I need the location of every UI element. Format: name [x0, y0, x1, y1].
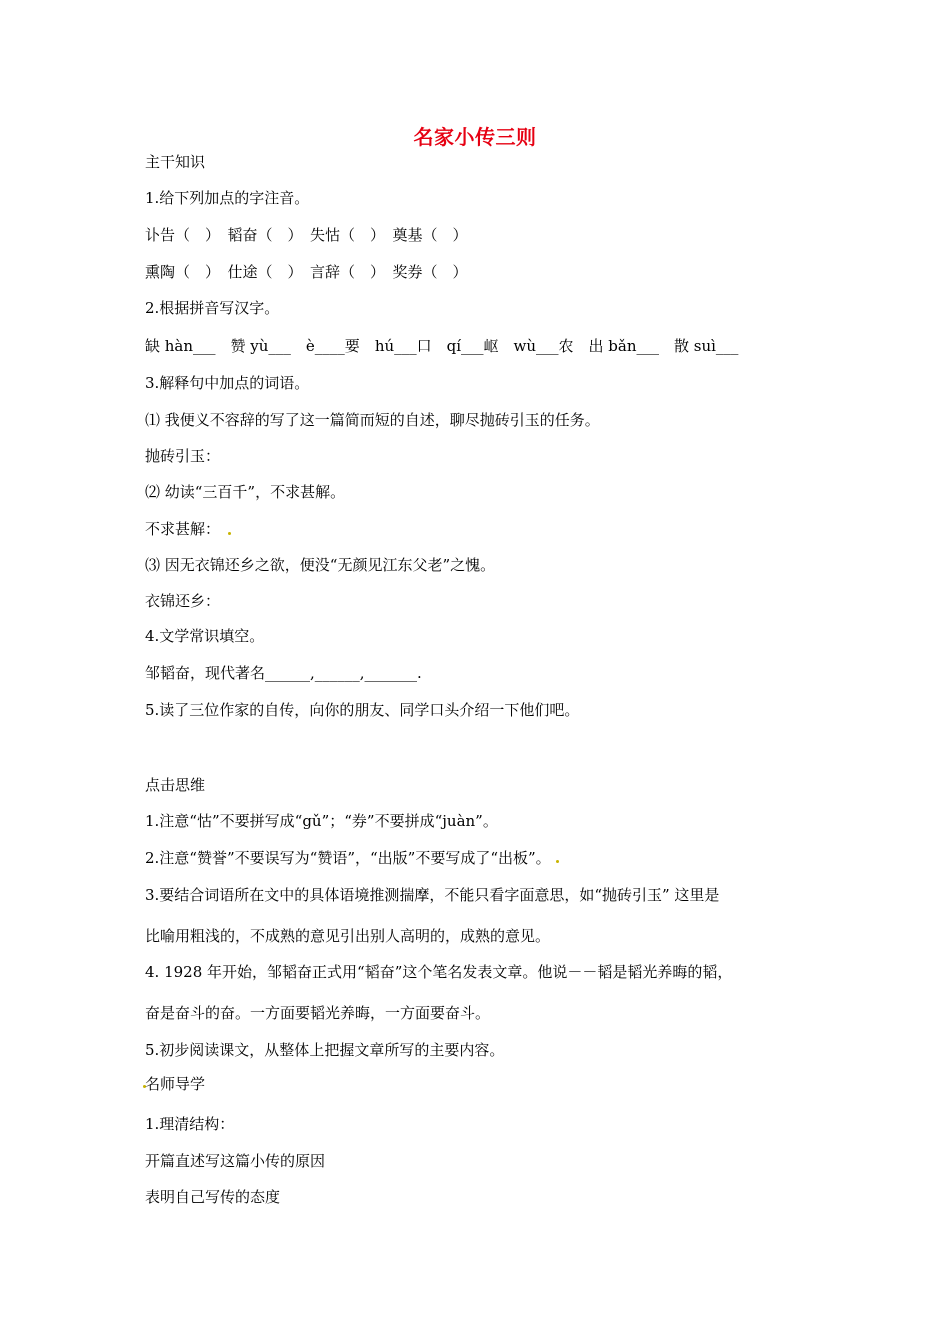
question-3-answer-2: 不求甚解： [145, 520, 221, 538]
section-heading-dianji: 点击思维 [145, 776, 206, 794]
guide-2: 开篇直述写这篇小传的原因 [145, 1152, 326, 1170]
guide-3: 表明自己写传的态度 [145, 1188, 281, 1206]
tip-2: 2.注意“赞誉”不要误写为“赞语”，“出版”不要写成了“出板”。 [145, 849, 551, 867]
question-4-row: 邹韬奋，现代著名______,______,_______. [145, 664, 422, 682]
emphasis-dot-mark [556, 860, 559, 863]
question-1-row-1: 讣告（ ） 韬奋（ ） 失怙（ ） 奠基（ ） [145, 226, 468, 244]
question-1-row-2: 熏陶（ ） 仕途（ ） 言辞（ ） 奖券（ ） [145, 263, 468, 281]
tip-1: 1.注意“怙”不要拼写成“gǔ”；“券”不要拼成“juàn”。 [145, 812, 498, 830]
tip-5: 5.初步阅读课文，从整体上把握文章所写的主要内容。 [145, 1041, 505, 1059]
question-3-answer-1: 抛砖引玉： [145, 447, 221, 465]
section-heading-zhugan: 主干知识 [145, 153, 206, 171]
question-2: 2.根据拼音写汉字。 [145, 299, 280, 317]
question-5: 5.读了三位作家的自传，向你的朋友、同学口头介绍一下他们吧。 [145, 701, 580, 719]
tip-3-line-1: 3.要结合词语所在文中的具体语境推测揣摩，不能只看字面意思，如“抛砖引玉” 这里是 [145, 886, 720, 904]
question-3-sentence-2: ⑵ 幼读“三百千”，不求甚解。 [145, 483, 346, 501]
question-3: 3.解释句中加点的词语。 [145, 374, 310, 392]
question-4: 4.文学常识填空。 [145, 627, 265, 645]
tip-4-line-2: 奋是奋斗的奋。一方面要韬光养晦，一方面要奋斗。 [145, 1004, 491, 1022]
question-3-sentence-1: ⑴ 我便义不容辞的写了这一篇简而短的自述，聊尽抛砖引玉的任务。 [145, 411, 600, 429]
tip-4-line-1: 4. 1928 年开始，邹韬奋正式用“韬奋”这个笔名发表文章。他说－－韬是韬光养晦的韬， [145, 963, 733, 981]
section-heading-mingshi: 名师导学 [145, 1075, 206, 1093]
question-3-answer-3: 衣锦还乡： [145, 592, 221, 610]
guide-1: 1.理清结构： [145, 1115, 235, 1133]
tip-3-line-2: 比喻用粗浅的，不成熟的意见引出别人高明的，成熟的意见。 [145, 927, 551, 945]
document-title: 名家小传三则 [413, 125, 537, 149]
question-1: 1.给下列加点的字注音。 [145, 189, 310, 207]
question-2-row: 缺 hàn___ 赞 yù___ è____要 hú___口 qí___岖 wù___农 出 bǎn___ 散 suì___ [145, 337, 739, 355]
question-3-sentence-3: ⑶ 因无衣锦还乡之欲，便没“无颜见江东父老”之愧。 [145, 556, 496, 574]
emphasis-dot-mark [228, 532, 231, 535]
